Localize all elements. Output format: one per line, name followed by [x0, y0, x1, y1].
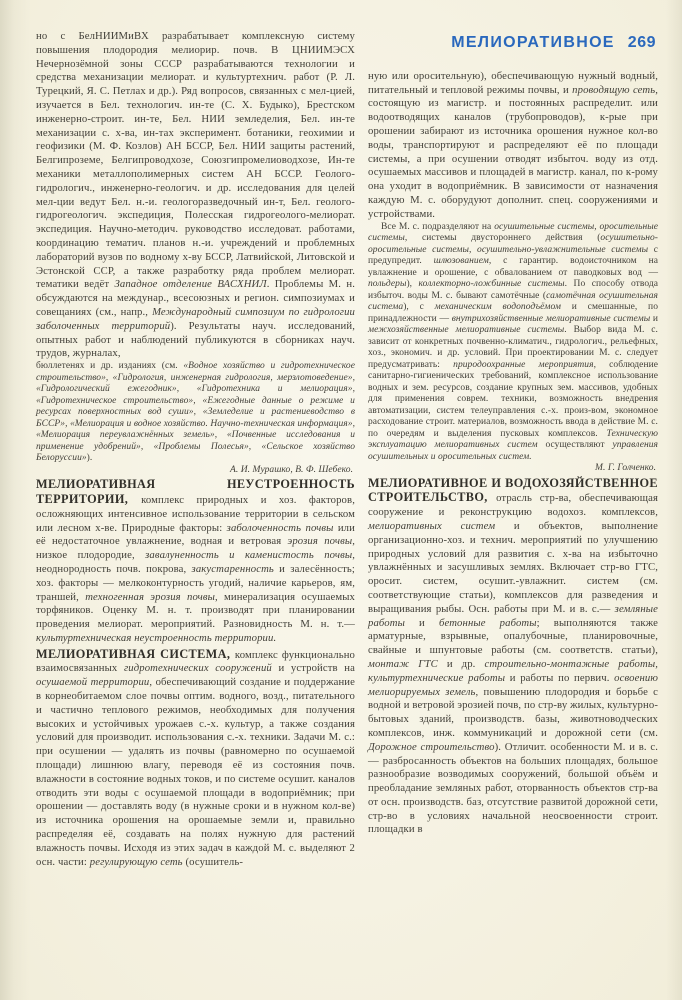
body-text: . Проблемы М. н. обсуждаются на междунар., всесоюзных и регион. симпозиумах и совещаниях (см., напр.,: [36, 278, 355, 318]
body-text: , системы двустороннего действия (: [404, 233, 601, 244]
body-text: но с БелНИИМиВХ разрабатывает комплексную систему повышения плодородия мелиорир. почв. В ЦНИИМЭСХ Нечернозёмной зоны СССР разрабатываются технологии и средства механизации мелиорат. и культуртехнич. работ (Р. Л. Турецкий, Я. С. Петлах и др.). Ряд вопросов, связанных с мел-цией, изучается в Бел. технологич. ин-те (С. Х. Будыко), Брестском инженерно-строит. ин-те, Бел. НИИ земледелия, Бел. ин-те механизации с. х-ва, ин-тах эксперимент. ботаники, геохимии и геофизики (М. Ф. Козлов) АН БССР, Бел. НИИ защиты растений, Белгипроземе, Белгипроводхозе, Союзгипромелиоводхозе, Ин-те механики металлополимерных систем АН БССР. Геолого-гидрологич., инженерно-геологич. и др. исследования для целей мел-ции ведут Бел. н.-и. геологоразведочный ин-т, Бел. геолого-гидрогеологич. экспедиция, Полесская гидрогеолого-мелиорат. экспедиция. Научно-методич. руководство исследоват. работами, координацию тематич. планов н.-и. учреждений и проблемных лабораторий вузов по водному х-ву БССР, Латвийской, Литовской и Эстонской ССР, а также разработку ряда проблем мелиорат. тематики ведёт: [36, 30, 355, 291]
entry-headword: МЕЛИОРАТИВНАЯ СИСТЕМА,: [36, 646, 235, 661]
italic-term: Западное отделение ВАСХНИЛ: [114, 278, 267, 291]
author-signature: А. И. Мурашко, В. Ф. Шебеко.: [230, 464, 353, 475]
italic-term: Международный симпозиум по гидрологии заболоченных территорий: [36, 305, 355, 332]
body-text: и: [650, 313, 658, 324]
body-text: ; выполняются также арматурные, взрывные, опалубочные, планировочные, свайные и шпунтовые работы (см. соответств. статьи),: [368, 616, 658, 657]
italic-term: Дорожное строительство: [368, 740, 495, 753]
italic-term: завалуненность и каменистость почвы: [145, 549, 353, 562]
body-text: , соблюдение санитарно-гигиенических требований, комплексное использование водных и зем. ресурсов, создание крупных зем. массивов, удобных для применения соврем. техники, возможность внедрения автоматизации, систем телеуправления с.-х. произ-вом, экономное расходование строит. материалов, возможность ввода в действие М. с. по очередям и выделения пусковых комплексов.: [368, 359, 658, 439]
entry-headword: МЕЛИОРАТИВНОЕ И ВОДОХОЗЯЙСТВЕННОЕ СТРОИТЕЛЬСТВО,: [368, 475, 658, 505]
right-column: [368, 30, 658, 869]
italic-term: культуртехническая неустроенность территории.: [36, 631, 277, 644]
entry-paragraph: [368, 477, 658, 838]
italic-term: эрозия почвы: [287, 535, 353, 548]
entry-paragraph: [36, 648, 355, 870]
entry-headword: МЕЛИОРАТИВНАЯ НЕУСТРОЕННОСТЬ ТЕРРИТОРИИ,: [36, 477, 355, 506]
italic-term: коллекторно-ложбинные системы: [418, 279, 565, 290]
italic-term: шлюзованием: [433, 256, 489, 267]
italic-term: управления осушительных и оросительных систем.: [368, 440, 659, 462]
italic-term: освоению мелиорируемых земель: [368, 671, 658, 698]
page-header: [368, 30, 658, 50]
italic-term: самотёчная осушительная система: [368, 290, 658, 313]
body-text: ).: [86, 453, 93, 464]
body-text: и залесённость; хоз. факторы — мелкоконтурность угодий, наличие карьеров, ям, траншей,: [36, 562, 355, 603]
text-paragraph: [36, 361, 355, 476]
entry-paragraph: [36, 478, 355, 646]
body-text: отрасль стр-ва, обеспечивающая сооружение и реконструкцию водохоз. комплексов,: [368, 492, 658, 519]
author-signature: М. Г. Голченко.: [595, 463, 656, 474]
body-text: , неоднородность почв. покрова,: [36, 549, 355, 575]
italic-term: регулирующую сеть: [89, 855, 183, 868]
body-text: ), с: [403, 302, 435, 313]
body-text: ). Отличит. особенности М. и в. с.— разбросанность объектов на больших площадях, большое разнообразие возводимых сооружений, большой объём и преобладание земляных работ, оторванность объектов стр-ва от осн. производств. баз, отсутствие развитой дорожной сети, стр-во в условиях начальной неосвоенности строит. площадки в: [368, 740, 658, 836]
body-text: , обеспечивающий создание и поддержание в корнеобитаемом слое почвы оптим. водного, возд., питательного и частично теплового режимов, необходимых для получения высоких и устойчивых урожаев с.-х. культур, а также создания условий для производит. использования с.-х. техники. Задачи М. с.: при осушении — удалять из почвы (равномерно по осушаемой площади) лишнюю влагу, переводя её из состояния почв. влажности в состояние водных токов, и по системе осушит. каналов отводить эти воды с осушаемой площади в водоприёмник; при орошении — доставлять воду (в нужные сроки и в нужном кол-ве) из источника орошения на орошаемые земли и, правильно распределяя её, создавать на полях нужную для растений влажность почвы. Исходя из этих задач в каждой М. с. выделяют 2 осн. части:: [36, 676, 355, 868]
italic-term: осушительные системы, оросительные системы: [368, 221, 658, 244]
body-text: и объектов, выполнение организационно-хоз. и технич. мероприятий по улучшению природных условий для развития с. х-ва на избыточно увлажнённых и засушливых землях. Включает стр-во ГТС, оросит. систем, осушит.-увлажнит. систем (см. соответствующие статьи), комплексов для разведения и выращивания рыбы. Осн. работы при М. и в. с.—: [368, 519, 658, 615]
italic-term: монтаж ГТС: [368, 657, 438, 670]
italic-term: осушительно-оросительные системы, осушительно-увлажнительные системы: [368, 233, 658, 255]
italic-term: заболоченность почвы: [226, 521, 334, 534]
text-paragraph: [36, 30, 355, 361]
running-title: МЕЛИОРАТИВНОЕ: [451, 34, 615, 51]
body-text: комплекс природных и хоз. факторов, осложняющих интенсивное использование территории в сельском или лесном х-ве. Природные факторы:: [36, 493, 355, 534]
body-text: и смешанные, по принадлежности —: [368, 302, 658, 324]
italic-term: Техническую эксплуатацию мелиоративных систем: [368, 428, 658, 451]
text-paragraph: [368, 70, 658, 222]
text-paragraph: [368, 222, 658, 475]
italic-term: осушаемой территории: [36, 676, 150, 689]
italic-term: природоохранные мероприятия: [453, 359, 594, 370]
body-text: ную или оросительную), обеспечивающую нужный водный, питательный и тепловой режимы почвы, и: [368, 69, 658, 96]
body-text: , повышению плодородия и борьбе с водной и ветровой эрозией почв, по стр-ву жилых, культурно-бытовых зданий, производств. базы, животноводческих комплексов, инж. коммуникаций и дорожной сети (см.: [368, 685, 658, 739]
italic-term: внутрихозяйственные мелиоративные системы: [451, 313, 651, 324]
body-text: бюллетенях и др. изданиях (см.: [36, 361, 184, 372]
body-text: комплекс функционально взаимосвязанных: [36, 648, 356, 675]
italic-term: межхозяйственные мелиоративные системы: [368, 325, 565, 336]
body-text: (осушитель-: [182, 855, 244, 868]
italic-term: польдеры: [368, 279, 407, 290]
body-text: и работы по первич.: [505, 671, 615, 684]
body-text: , с гарантир. водоисточником на увлажнение и орошение, с обвалованием от паводковых вод —: [368, 256, 658, 278]
body-text: или её недостаточное увлажнение, водная и ветровая: [36, 521, 355, 548]
body-text: , низкое плодородие,: [36, 535, 355, 562]
right-column-text: [368, 70, 658, 837]
body-text: и устройств на: [271, 662, 355, 675]
body-text: с предупредит.: [368, 244, 658, 267]
body-text: и др.: [437, 657, 485, 670]
body-text: осуществляют: [537, 440, 613, 451]
italic-term: техногенная эрозия почвы: [85, 590, 215, 603]
italic-term: проводящую сеть: [572, 83, 656, 96]
body-text: , минерализация осушаемых торфяников. Оценку М. н. т. производят при планировании проведения мелиорат. мероприятий. Разновидность М. н. т.—: [36, 590, 355, 631]
italic-term: механическим водоподъёмом: [434, 302, 562, 313]
left-column: [36, 30, 355, 869]
body-text: и: [404, 616, 439, 629]
body-text: . По способу отвода избыточ. воды М. с. бывают самотёчные (: [368, 279, 658, 301]
italic-term: земляные работы: [368, 602, 658, 629]
italic-term: гидротехнических сооружений: [123, 662, 272, 675]
body-text: . Выбор вида М. с. зависит от конкретных почвенно-климатич., гидрологич., рельефных, хоз., экономич. и др. условий. При проектировании М. с. следует предусматривать:: [368, 325, 658, 370]
italic-term: «Водное хозяйство и гидротехническое строительство», «Гидрология, инженерная гидрология, мерзлотоведение», «Гидрологический ежегодник», «Гидротехника и мелиорация», «Гидротехническое строительство», «Ежегодные данные о режиме и ресурсах поверхностных вод суши», «Земледелие и растениеводство в БССР», «Мелиорация и водное хозяйство. Научно-техническая информация», «Мелиорация переувлажнённых земель», «Почвенные исследования и применение удобрений», «Проблемы Полесья», «Сельское хозяйство Белоруссии»: [36, 361, 355, 464]
text-columns: [36, 30, 658, 869]
italic-term: строительно-монтажные работы, культуртехнические работы: [368, 657, 658, 684]
italic-term: бетонные работы: [439, 616, 537, 629]
body-text: ),: [406, 279, 419, 290]
italic-term: мелиоративных систем: [368, 519, 496, 532]
body-text: , состоящую из магистр. и постоянных распределит. или водоотводящих каналов (трубопроводов), к-рые при орошении забирают из источника орошения нужное кол-во воды, транспортируют и распределяют её по площади системы, а при осушении отводят избыточ. воду из отд. осушаемых массивов и площадей в магистр. канал, по к-рому она уходит в водоприёмник. В зависимости от назначения каждую М. с. оборудуют дополнит. спец. сооружениями и устройствами.: [368, 83, 659, 220]
body-text: ). Результаты науч. исследований, опытных работ и наблюдений публикуются в сборниках науч. трудов, журналах,: [36, 319, 355, 360]
body-text: Все М. с. подразделяют на: [381, 221, 495, 232]
page-number: 269: [627, 34, 656, 51]
italic-term: закустаренность: [191, 562, 274, 575]
